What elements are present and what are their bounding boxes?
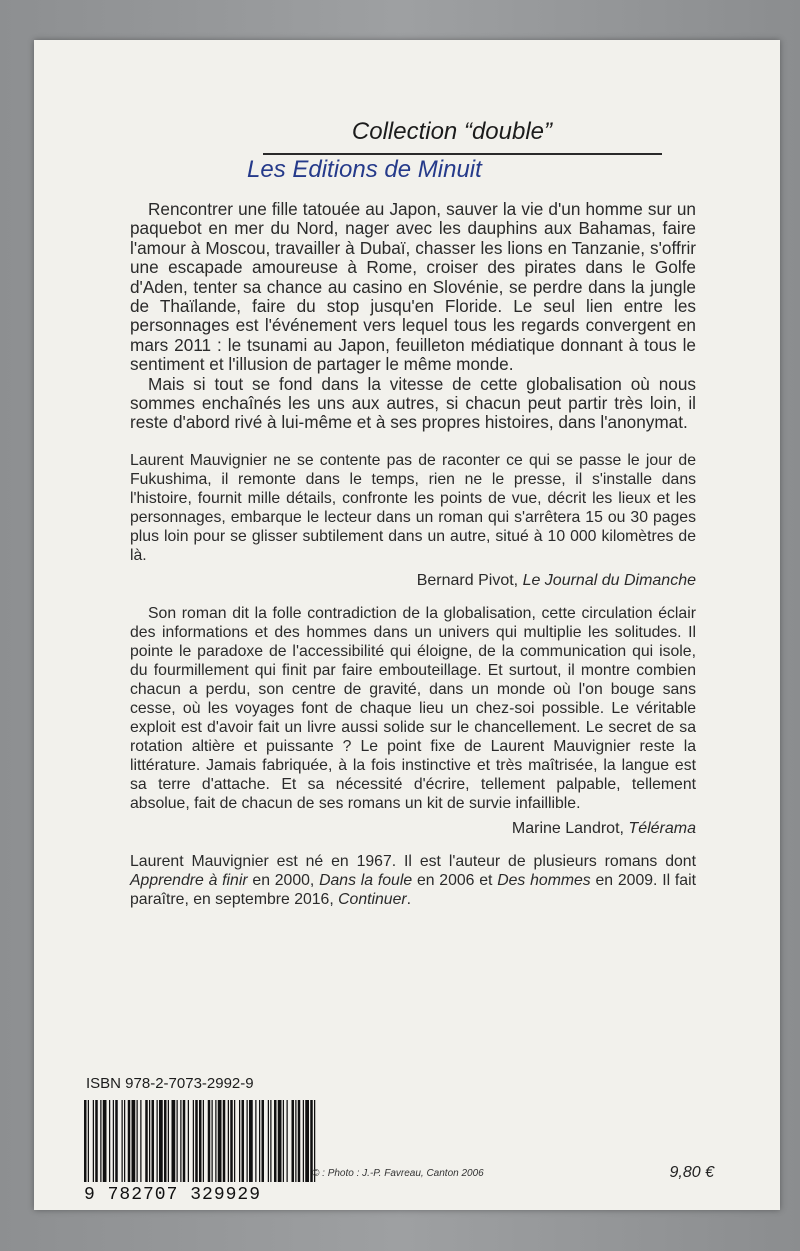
publisher-name: Les Editions de Minuit [247, 156, 482, 183]
book-title: Des hommes [497, 871, 591, 889]
blurb-paragraph: Mais si tout se fond dans la vitesse de cette globalisation où nous sommes enchaînés les uns aux autres, si chacun peut partir très loin, il reste d'abord rivé à lui-même et à ses propres histoires, dans l'anonymat. [130, 373, 696, 433]
blurb-paragraph: Rencontrer une fille tatouée au Japon, sauver la vie d'un homme sur un paquebot en mer du Nord, nager avec les dauphins aux Bahamas, faire l'amour à Moscou, travailler à Dubaï, chasser les lions en Tanzanie, s'offrir une escapade amoureuse à Rome, croiser des pirates dans le Golfe d'Aden, tenter sa chance au casino en Slovénie, se perdre dans la jungle de Thaïlande, faire du stop jusqu'en Floride. Le seul lien entre les personnages est l'événement vers lequel tous les regards convergent en mars 2011 : le tsunami au Japon, feuilleton médiatique donnant à tous le sentiment et l'illusion de partager le même monde. [130, 199, 696, 375]
review-text: Laurent Mauvignier ne se contente pas de raconter ce qui se passe le jour de Fukushima, il remonte dans le temps, rien ne le presse, il s'installe dans l'histoire, fournit mille détails, confronte les points de vue, décrit les lieux et les personnages, embarque le lecteur dans un roman qui s'arrêtera 15 ou 30 pages plus loin pour se glisser subtilement dans un autre, situé à 10 000 kilomètres de là. [130, 451, 696, 564]
book-title: Dans la foule [319, 871, 413, 889]
review-attribution [130, 819, 696, 838]
barcode-digits: 9 782707 329929 [84, 1185, 262, 1205]
book-title: Continuer [338, 890, 407, 908]
bio-text: en 2000, [247, 871, 320, 889]
review-source: Télérama [628, 819, 696, 837]
bio-text: Laurent Mauvignier est né en 1967. Il est l'auteur de plusieurs romans dont [130, 852, 696, 870]
book-back-cover [34, 40, 780, 1210]
review-source: Le Journal du Dimanche [522, 571, 696, 589]
review-quote [130, 451, 696, 590]
photo-credit: © : Photo : J.-P. Favreau, Canton 2006 [312, 1168, 484, 1179]
author-bio [130, 852, 696, 909]
review-author: Marine Landrot, [511, 819, 624, 837]
bio-text: . [406, 890, 412, 908]
book-title: Apprendre à finir [130, 871, 248, 889]
isbn: ISBN 978-2-7073-2992-9 [86, 1075, 254, 1092]
barcode-bars [84, 1100, 316, 1182]
review-quote [130, 604, 696, 838]
cover-text [130, 200, 696, 909]
review-author: Bernard Pivot, [416, 571, 519, 589]
collection-title: Collection “double” [351, 118, 552, 145]
price: 9,80 € [669, 1164, 714, 1181]
bio-text: en 2009. Il fait paraître, en septembre 2016, [130, 871, 696, 908]
barcode [84, 1100, 316, 1182]
header-rule [263, 153, 662, 155]
bio-text: en 2006 et [412, 871, 498, 889]
review-attribution [130, 571, 696, 590]
review-text: Son roman dit la folle contradiction de la globalisation, cette circulation éclair des informations et des hommes dans un univers qui multiplie les solitudes. Il pointe le paradoxe de l'accessibilité qui éloigne, de la communication qui isole, du fourmillement qui finit par faire embouteillage. Et surtout, il montre combien chacun a perdu, son centre de gravité, dans un monde où l'on bouge sans cesse, où les voyages font de chaque lieu un chez-soi possible. Le véritable exploit est d'avoir fait un livre aussi solide sur le chancellement. Le secret de sa rotation altière et puissante ? Le point fixe de Laurent Mauvignier reste la littérature. Jamais fabriquée, à la fois instinctive et très maîtrisée, la langue est sa terre d'attache. Et sa nécessité d'écrire, tellement palpable, tellement absolue, fait de chacun de ses romans un kit de survie infaillible. [130, 604, 696, 812]
